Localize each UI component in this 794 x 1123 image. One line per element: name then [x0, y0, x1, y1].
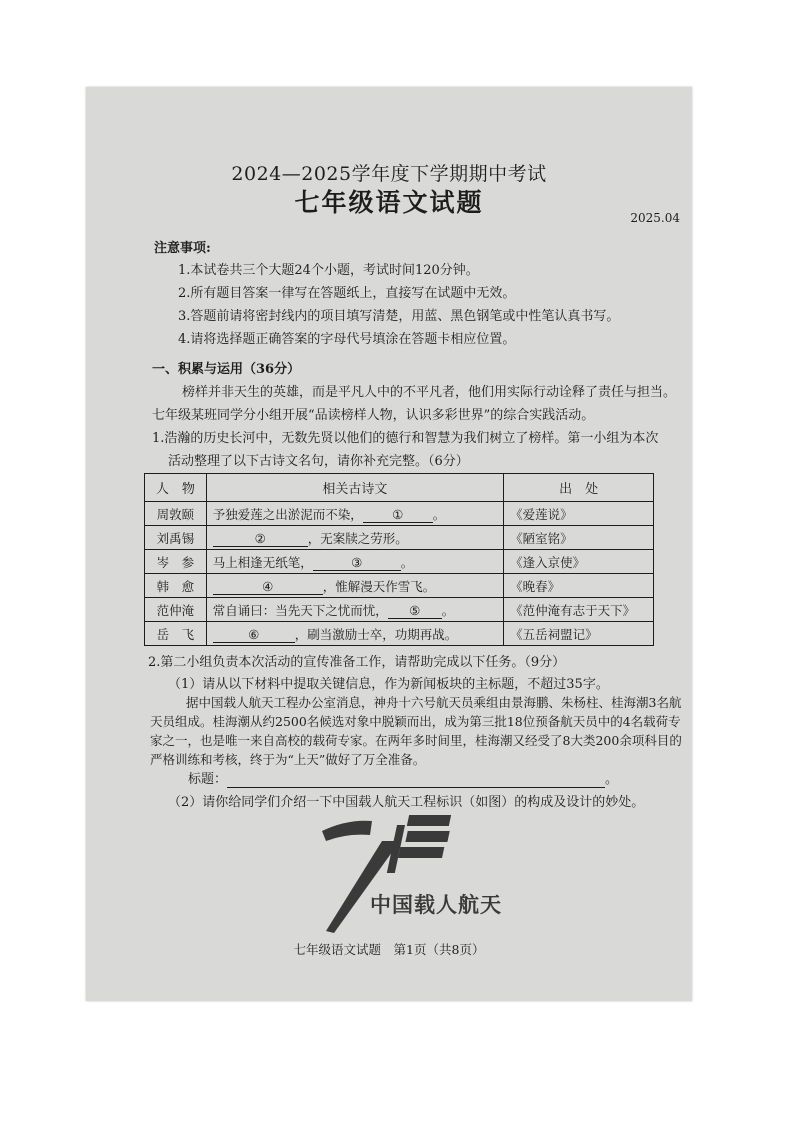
logo-emblem-icon [312, 811, 512, 961]
poem-cell [206, 526, 503, 550]
poem-text: ，惟解漫天作雪飞。 [322, 578, 436, 594]
answer-blank[interactable]: ② [213, 531, 308, 547]
poem-cell [206, 622, 503, 646]
table-row [145, 598, 654, 622]
notice-item: 1.本试卷共三个大题24个小题，考试时间120分钟。 [178, 263, 479, 278]
news-title-label: 标题： [188, 772, 228, 787]
news-title-row: 标题： 。 [188, 772, 619, 787]
notice-item: 3.答题前请将密封线内的项目填写清楚，用蓝、黑色钢笔或中性笔认真书写。 [178, 309, 620, 324]
exam-subtitle: 七年级语文试题 [294, 188, 484, 217]
poem-text: 。 [400, 554, 414, 570]
exam-date: 2025.04 [630, 211, 680, 225]
answer-blank[interactable]: ③ [313, 555, 401, 571]
poem-cell [206, 502, 503, 526]
person-cell: 周敦颐 [145, 502, 207, 526]
poem-cell [206, 574, 503, 598]
poem-text: 。 [432, 506, 446, 522]
table-header-poem: 相关古诗文 [206, 474, 503, 502]
poem-table [144, 473, 654, 646]
poem-text: 马上相逢无纸笔， [212, 554, 313, 570]
person-cell: 岑 参 [145, 550, 207, 574]
poem-cell [206, 550, 503, 574]
question-2-2: （2）请你给同学们介绍一下中国载人航天工程标识（如图）的构成及设计的妙处。 [168, 795, 645, 810]
source-cell: 《逢入京使》 [504, 550, 654, 574]
question-1: 1.浩瀚的历史长河中，无数先贤以他们的德行和智慧为我们树立了榜样。第一小组为本次 [152, 431, 659, 446]
exam-paper [86, 87, 692, 1001]
intro-line: 榜样并非天生的英雄，而是平凡人中的不平凡者，他们用实际行动诠释了责任与担当。 [182, 385, 677, 400]
space-program-logo [312, 811, 512, 961]
notice-item: 4.请将选择题正确答案的字母代号填涂在答题卡相应位置。 [178, 332, 516, 347]
table-header-person: 人 物 [145, 474, 207, 502]
source-cell: 《陋室铭》 [504, 526, 654, 550]
person-cell: 范仲淹 [145, 598, 207, 622]
answer-blank[interactable]: ④ [213, 579, 323, 595]
page-footer: 七年级语文试题 第1页（共8页） [293, 942, 485, 957]
notice-item: 2.所有题目答案一律写在答题纸上，直接写在试题中无效。 [178, 286, 516, 301]
logo-text: 中国载人航天 [370, 893, 502, 917]
poem-text: ，无案牍之劳形。 [307, 530, 408, 546]
notice-heading: 注意事项: [154, 241, 211, 256]
exam-title: 2024—2025学年度下学期期中考试 [231, 163, 547, 185]
question-1-cont: 活动整理了以下古诗文名句，请你补充完整。（6分） [168, 454, 469, 469]
poem-cell [206, 598, 503, 622]
intro-line: 七年级某班同学分小组开展“品读榜样人物，认识多彩世界”的综合实践活动。 [152, 408, 595, 423]
poem-text: 予独爱莲之出淤泥而不染， [212, 506, 363, 522]
table-row [145, 502, 654, 526]
answer-blank[interactable]: ⑤ [388, 603, 442, 619]
question-2: 2.第二小组负责本次活动的宣传准备工作，请帮助完成以下任务。（9分） [148, 655, 566, 670]
person-cell: 韩 愈 [145, 574, 207, 598]
news-material: 据中国载人航天工程办公室消息，神舟十六号航天员乘组由景海鹏、朱杨柱、桂海潮3名航天员组成。桂海潮从约2500名候选对象中脱颖而出，成为第三批18位预备航天员中的4名载荷专家之一，也是唯一来自高校的载荷专家。在两年多时间里，桂海潮又经受了8大类200余项科目的严格训练和考核，终于为“上天”做好了万全准备。 [150, 695, 682, 767]
source-cell: 《爱莲说》 [504, 502, 654, 526]
news-title-input[interactable] [227, 772, 605, 788]
table-row [145, 550, 654, 574]
source-cell: 《五岳祠盟记》 [504, 622, 654, 646]
table-header-row [145, 474, 654, 502]
answer-blank[interactable]: ⑥ [213, 627, 295, 643]
table-row [145, 526, 654, 550]
source-cell: 《范仲淹有志于天下》 [504, 598, 654, 622]
answer-blank[interactable]: ① [363, 507, 433, 523]
poem-text: ，刷当激励士卒，功期再战。 [294, 626, 458, 642]
question-2-1: （1）请从以下材料中提取关键信息，作为新闻板块的主标题，不超过35字。 [168, 677, 609, 692]
source-cell: 《晚春》 [504, 574, 654, 598]
person-cell: 岳 飞 [145, 622, 207, 646]
poem-text: 常自诵曰：当先天下之忧而忧， [212, 602, 388, 618]
table-header-source: 出 处 [504, 474, 654, 502]
table-row [145, 574, 654, 598]
section-heading: 一、积累与运用（36分） [152, 362, 301, 377]
table-row [145, 622, 654, 646]
poem-text: 。 [441, 602, 455, 618]
person-cell: 刘禹锡 [145, 526, 207, 550]
